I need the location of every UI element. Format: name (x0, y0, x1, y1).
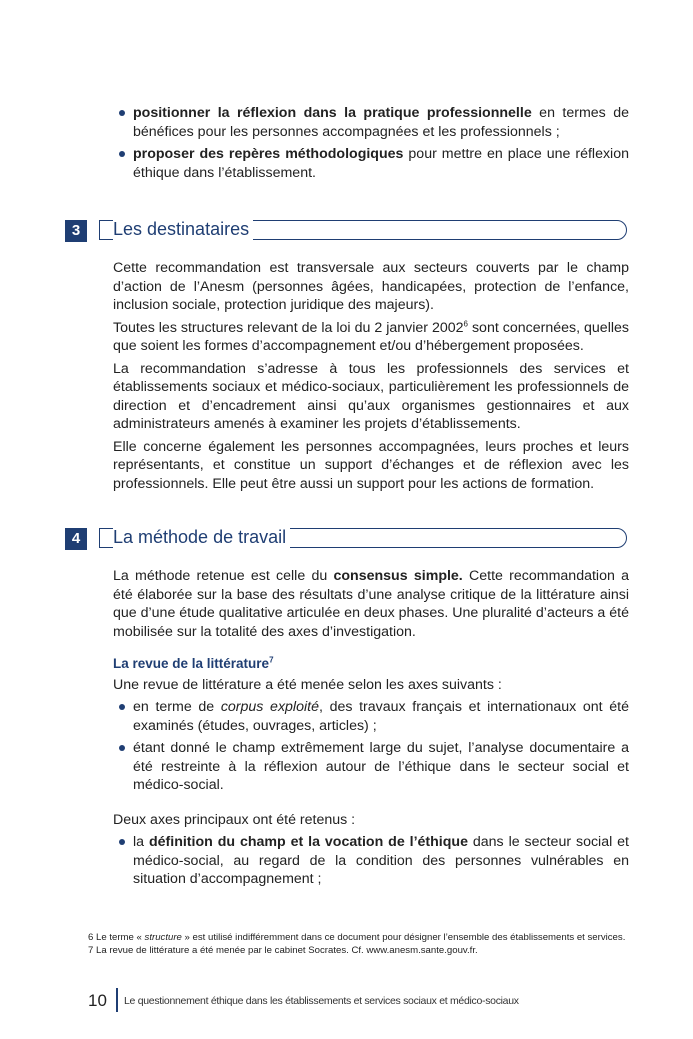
list-item: la définition du champ et la vocation de l’éthique dans le secteur social et médico-social, au regard de la condition des personnes vulnérables en situation d’accompagnement ; (113, 833, 629, 889)
list-item: en terme de corpus exploité, des travaux français et internationaux ont été examinés (études, ouvrages, articles) ; (113, 698, 629, 735)
paragraph: Cette recommandation est transversale aux secteurs couverts par le champ d’action de l’Anesm (personnes âgées, handicapées, protection de l’enfance, inclusion sociale, protection juridique des majeurs). (113, 260, 629, 313)
bullet-icon (119, 151, 125, 157)
section-4-body (113, 567, 629, 889)
list-item: positionner la réflexion dans la pratique professionnelle en termes de bénéfices pour les personnes accompagnées et les professionnels ; (113, 104, 629, 141)
section-3-header (65, 220, 627, 242)
section-number: 3 (65, 220, 87, 242)
bullet-list (113, 698, 629, 795)
bullet-icon (119, 745, 125, 751)
bullet-icon (119, 110, 125, 116)
paragraph: Toutes les structures relevant de la loi du 2 janvier 2002$^6$ sont concernées, quelles que soient les formes d’accompagnement et/ou d’hébergement proposées. (113, 318, 629, 354)
paragraph: La méthode retenue est celle du consensus simple. Cette recommandation a été élaborée sur la base des résultats d’une analyse critique de la littérature ainsi que d’une étude qualitative articulée en deux phases. Une pluralité d’acteurs a été mobilisée sur la totalité des axes d’investigation. (113, 568, 629, 640)
section-title: Les destinataires (113, 218, 253, 240)
bullet-icon (119, 839, 125, 845)
list-item: étant donné le champ extrêmement large du sujet, l’analyse documentaire a été restreinte à la réflexion autour de l’éthique dans le secteur social et médico-social. (113, 739, 629, 795)
footnote-ref: 7 (269, 655, 274, 665)
bullet-list (113, 833, 629, 889)
section-4-header (65, 528, 627, 550)
intro-bullets (113, 104, 629, 182)
footnote-ref: 6 (463, 318, 468, 328)
footnotes (88, 931, 633, 957)
section-3-body (113, 259, 629, 493)
footer-title: Le questionnement éthique dans les établissements et services sociaux et médico-sociaux (124, 995, 519, 1007)
paragraph: Deux axes principaux ont été retenus : (113, 811, 356, 828)
paragraph: Une revue de littérature a été menée selon les axes suivants : (113, 676, 502, 693)
footer-divider (116, 988, 118, 1012)
section-number: 4 (65, 528, 87, 550)
paragraph: Elle concerne également les personnes accompagnées, leurs proches et leurs représentants, et constitue un support d’échanges et de réflexion avec les professionnels. Elle peut être aussi un support pour les actions de formation. (113, 438, 629, 492)
bullet-icon (119, 704, 125, 710)
list-item: proposer des repères méthodologiques pour mettre en place une réflexion éthique dans l’établissement. (113, 145, 629, 182)
footnote: 6 Le terme « structure » est utilisé indifféremment dans ce document pour désigner l’ensemble des établissements et services. (88, 932, 626, 943)
section-title: La méthode de travail (113, 526, 290, 548)
page-number: 10 (88, 991, 107, 1010)
footnote: 7 La revue de littérature a été menée par le cabinet Socrates. Cf. www.anesm.sante.gouv.fr. (88, 945, 478, 956)
paragraph: La recommandation s’adresse à tous les professionnels des services et établissements sociaux et médico-sociaux, particulièrement les professionnels de direction et d’encadrement ainsi qu’aux organismes gestionnaires et aux administrateurs amenés à examiner les projets d’établissements. (113, 360, 629, 432)
subheading: La revue de la littérature$^7$ (113, 655, 274, 671)
